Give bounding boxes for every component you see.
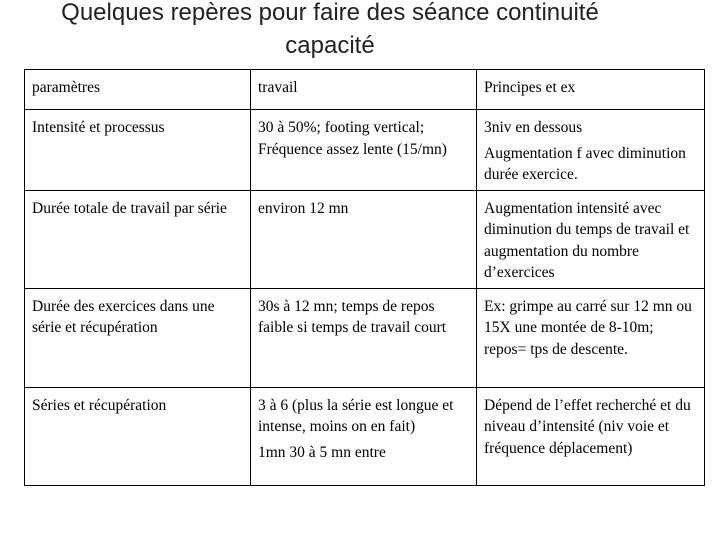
cell-text: 3 à 6 (plus la série est longue et intense, moins on en fait) xyxy=(258,396,454,435)
slide-title-line-2: capacité xyxy=(285,32,375,59)
cell-principes xyxy=(477,190,705,288)
cell-principes xyxy=(477,288,705,387)
cell-param: Séries et récupération xyxy=(25,387,251,485)
cell-text: environ 12 mn xyxy=(258,199,349,217)
header-cell-principes: Principes et ex xyxy=(477,70,705,110)
cell-travail xyxy=(251,387,477,485)
cell-param: Intensité et processus xyxy=(25,110,251,191)
header-cell-parametres: paramètres xyxy=(25,70,251,110)
slide-title xyxy=(0,0,660,62)
table-row xyxy=(25,110,705,191)
cell-principes xyxy=(477,387,705,485)
parameters-table xyxy=(24,69,705,486)
table-row xyxy=(25,288,705,387)
cell-text: 30 à 50%; footing vertical; Fréquence assez lente (15/mn) xyxy=(258,119,447,158)
cell-travail xyxy=(251,190,477,288)
slide-title-line-1: Quelques repères pour faire des séance continuité xyxy=(61,0,599,26)
cell-principes xyxy=(477,110,705,191)
cell-param: Durée totale de travail par série xyxy=(25,190,251,288)
cell-text: 15X une montée de 8-10m; repos= tps de descente. xyxy=(484,319,654,358)
cell-text: 30s à 12 mn; temps de repos faible si temps de travail court xyxy=(258,297,447,336)
cell-text: 1mn 30 à 5 mn entre xyxy=(258,443,386,461)
cell-text: Dépend de l’effet recherché et du niveau d’intensité (niv voie et fréquence déplacement) xyxy=(484,396,691,457)
cell-text: Augmentation intensité avec diminution du temps de travail et augmentation du nombre d’exercices xyxy=(484,199,690,281)
cell-text: Ex: grimpe au carré sur 12 mn ou xyxy=(484,297,692,315)
table-row xyxy=(25,387,705,485)
cell-text: 3niv en dessous xyxy=(484,119,583,136)
header-cell-travail: travail xyxy=(251,70,477,110)
cell-travail xyxy=(251,110,477,191)
table-row xyxy=(25,190,705,288)
cell-param: Durée des exercices dans une série et récupération xyxy=(25,288,251,387)
table-header-row xyxy=(25,70,705,110)
cell-travail xyxy=(251,288,477,387)
cell-text: Augmentation f avec diminution durée exercice. xyxy=(484,144,686,183)
